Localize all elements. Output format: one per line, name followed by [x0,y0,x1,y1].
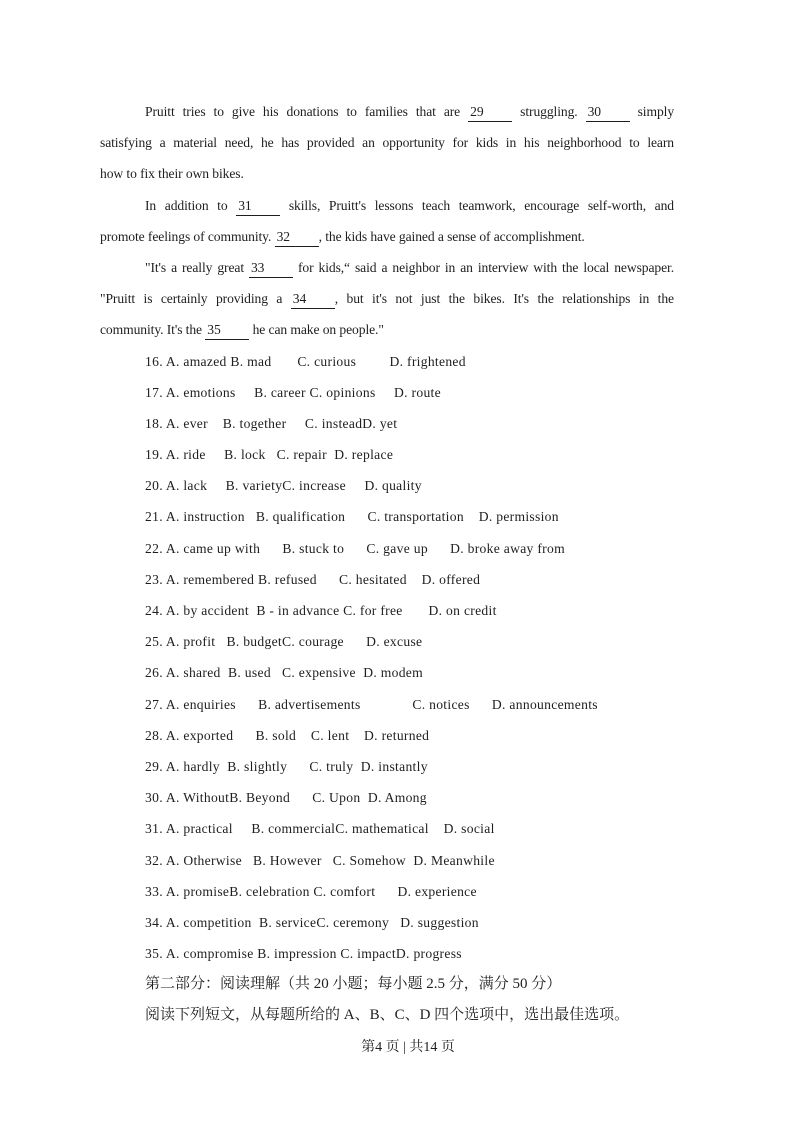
cloze-option-row: 29. A. hardly B. slightly C. truly D. instantly [145,758,428,774]
passage-line: how to fix their own bikes. [100,166,244,182]
cloze-option-row: 25. A. profit B. budgetC. courage D. excuse [145,634,423,650]
page-content [100,96,674,1063]
cloze-option-row: 31. A. practical B. commercialC. mathematical D. social [145,821,495,837]
cloze-option-row: 33. A. promiseB. celebration C. comfort D. experience [145,883,477,899]
passage-line: "Pruitt is certainly providing a 34 , but it's not just the bikes. It's the relationships in the [100,283,674,314]
cloze-option-row: 35. A. compromise B. impression C. impactD. progress [145,946,462,962]
cloze-option-row: 32. A. Otherwise B. However C. Somehow D. Meanwhile [145,852,495,868]
cloze-option-row: 21. A. instruction B. qualification C. transportation D. permission [145,509,559,525]
cloze-option-row: 28. A. exported B. sold C. lent D. returned [145,727,430,743]
cloze-option-row: 16. A. amazed B. mad C. curious D. frightened [145,353,466,369]
cloze-option-row: 23. A. remembered B. refused C. hesitated D. offered [145,571,481,587]
cloze-option-row: 19. A. ride B. lock C. repair D. replace [145,447,394,463]
section-two-instruction: 阅读下列短文，从每题所给的 A、B、C、D 四个选项中，选出最佳选项。 [145,1007,630,1024]
passage-line: In addition to 31 skills, Pruitt's lessons teach teamwork, encourage self-worth, and [100,190,674,221]
passage-line: Pruitt tries to give his donations to families that are 29 struggling. 30 simply [100,96,674,127]
cloze-option-row: 20. A. lack B. varietyC. increase D. quality [145,478,422,494]
cloze-options-list [145,346,674,970]
cloze-blank-34: 34 [291,289,335,309]
cloze-blank-33: 33 [249,258,293,278]
cloze-passage [100,96,674,346]
cloze-option-row: 27. A. enquiries B. advertisements C. notices D. announcements [145,696,598,712]
passage-line: "It's a really great 33 for kids,“ said a neighbor in an interview with the local newspaper. [100,252,674,283]
cloze-option-row: 34. A. competition B. serviceC. ceremony D. suggestion [145,914,479,930]
passage-paragraph [100,96,674,190]
passage-line: promote feelings of community. 32 , the kids have gained a sense of accomplishment. [100,221,674,252]
cloze-option-row: 22. A. came up with B. stuck to C. gave up D. broke away from [145,540,565,556]
passage-line: satisfying a material need, he has provided an opportunity for kids in his neighborhood to learn [100,135,674,151]
cloze-option-row: 18. A. ever B. together C. insteadD. yet [145,415,398,431]
cloze-option-row: 26. A. shared B. used C. expensive D. modem [145,665,424,681]
section-two-heading: 第二部分：阅读理解（共 20 小题；每小题 2.5 分，满分 50 分） [145,976,562,993]
passage-paragraph [100,252,674,346]
cloze-option-row: 24. A. by accident B - in advance C. for free D. on credit [145,603,497,618]
cloze-blank-30: 30 [586,102,630,122]
cloze-blank-32: 32 [275,227,319,247]
cloze-blank-31: 31 [236,196,280,216]
cloze-option-row: 17. A. emotions B. career C. opinions D. route [145,384,441,400]
passage-line: community. It's the 35 he can make on people." [100,314,674,345]
page-number-footer: 第4 页 | 共14 页 [361,1039,455,1055]
cloze-blank-35: 35 [205,320,249,340]
cloze-blank-29: 29 [468,102,512,122]
cloze-option-row: 30. A. WithoutB. Beyond C. Upon D. Among [145,790,427,806]
passage-paragraph [100,190,674,252]
